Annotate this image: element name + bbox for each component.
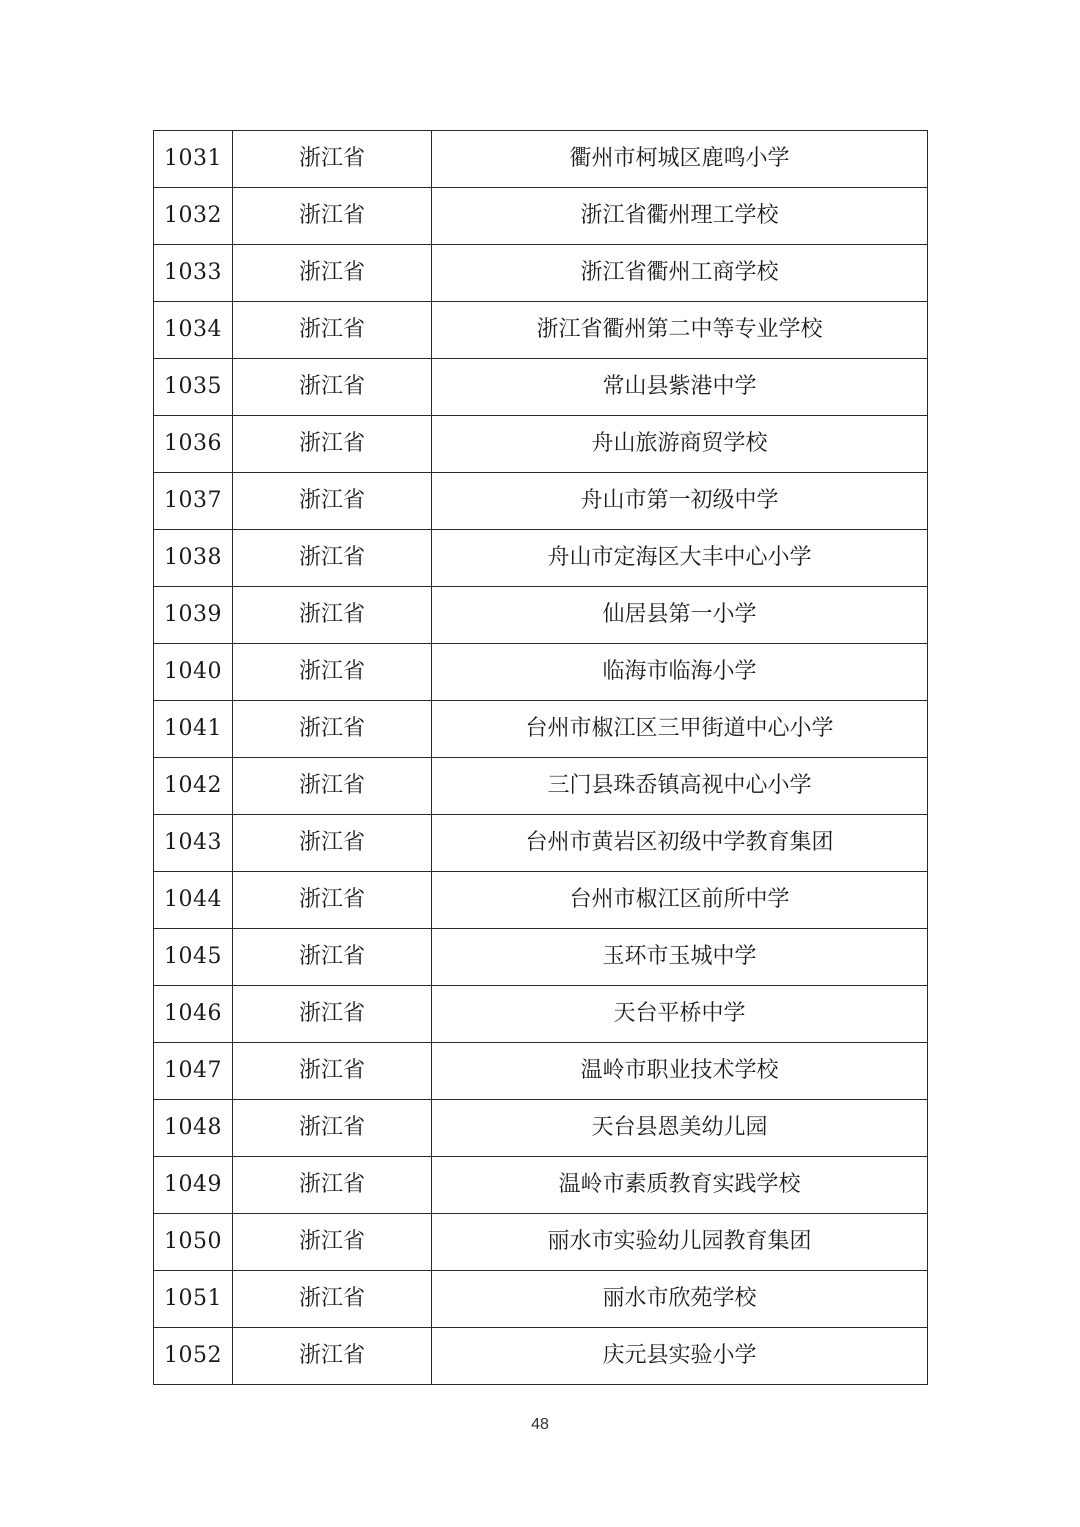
school-name-cell: 三门县珠岙镇高视中心小学 xyxy=(432,758,928,815)
table-body xyxy=(154,131,928,1385)
province-cell: 浙江省 xyxy=(233,986,432,1043)
row-number-cell: 1049 xyxy=(154,1157,233,1214)
table-row xyxy=(154,530,928,587)
province-cell: 浙江省 xyxy=(233,473,432,530)
table-row xyxy=(154,929,928,986)
school-name-cell: 玉环市玉城中学 xyxy=(432,929,928,986)
row-number-cell: 1033 xyxy=(154,245,233,302)
school-name-cell: 温岭市素质教育实践学校 xyxy=(432,1157,928,1214)
school-name-cell: 温岭市职业技术学校 xyxy=(432,1043,928,1100)
school-name-cell: 舟山市定海区大丰中心小学 xyxy=(432,530,928,587)
row-number-cell: 1038 xyxy=(154,530,233,587)
school-name-cell: 丽水市实验幼儿园教育集团 xyxy=(432,1214,928,1271)
row-number-cell: 1041 xyxy=(154,701,233,758)
table-row xyxy=(154,131,928,188)
province-cell: 浙江省 xyxy=(233,1214,432,1271)
school-name-cell: 天台平桥中学 xyxy=(432,986,928,1043)
province-cell: 浙江省 xyxy=(233,815,432,872)
row-number-cell: 1045 xyxy=(154,929,233,986)
table-row xyxy=(154,245,928,302)
row-number-cell: 1042 xyxy=(154,758,233,815)
province-cell: 浙江省 xyxy=(233,1157,432,1214)
province-cell: 浙江省 xyxy=(233,416,432,473)
row-number-cell: 1040 xyxy=(154,644,233,701)
row-number-cell: 1036 xyxy=(154,416,233,473)
row-number-cell: 1051 xyxy=(154,1271,233,1328)
row-number-cell: 1031 xyxy=(154,131,233,188)
table-row xyxy=(154,416,928,473)
table-row xyxy=(154,1214,928,1271)
row-number-cell: 1044 xyxy=(154,872,233,929)
province-cell: 浙江省 xyxy=(233,758,432,815)
province-cell: 浙江省 xyxy=(233,1271,432,1328)
school-name-cell: 浙江省衢州工商学校 xyxy=(432,245,928,302)
school-name-cell: 天台县恩美幼儿园 xyxy=(432,1100,928,1157)
table-row xyxy=(154,473,928,530)
row-number-cell: 1050 xyxy=(154,1214,233,1271)
table-row xyxy=(154,644,928,701)
table-row xyxy=(154,701,928,758)
province-cell: 浙江省 xyxy=(233,245,432,302)
row-number-cell: 1032 xyxy=(154,188,233,245)
province-cell: 浙江省 xyxy=(233,530,432,587)
province-cell: 浙江省 xyxy=(233,302,432,359)
table-row xyxy=(154,986,928,1043)
school-name-cell: 庆元县实验小学 xyxy=(432,1328,928,1385)
table-row xyxy=(154,1157,928,1214)
school-name-cell: 舟山旅游商贸学校 xyxy=(432,416,928,473)
table-row xyxy=(154,302,928,359)
school-name-cell: 台州市椒江区三甲街道中心小学 xyxy=(432,701,928,758)
row-number-cell: 1046 xyxy=(154,986,233,1043)
table-row xyxy=(154,815,928,872)
school-name-cell: 浙江省衢州理工学校 xyxy=(432,188,928,245)
province-cell: 浙江省 xyxy=(233,1100,432,1157)
table-row xyxy=(154,1328,928,1385)
row-number-cell: 1037 xyxy=(154,473,233,530)
table-row xyxy=(154,359,928,416)
table-row xyxy=(154,188,928,245)
school-name-cell: 舟山市第一初级中学 xyxy=(432,473,928,530)
table-row xyxy=(154,758,928,815)
province-cell: 浙江省 xyxy=(233,587,432,644)
province-cell: 浙江省 xyxy=(233,1328,432,1385)
school-name-cell: 常山县紫港中学 xyxy=(432,359,928,416)
school-name-cell: 台州市椒江区前所中学 xyxy=(432,872,928,929)
province-cell: 浙江省 xyxy=(233,188,432,245)
table-row xyxy=(154,1271,928,1328)
province-cell: 浙江省 xyxy=(233,131,432,188)
school-name-cell: 丽水市欣苑学校 xyxy=(432,1271,928,1328)
school-name-cell: 台州市黄岩区初级中学教育集团 xyxy=(432,815,928,872)
table-row xyxy=(154,587,928,644)
row-number-cell: 1052 xyxy=(154,1328,233,1385)
row-number-cell: 1035 xyxy=(154,359,233,416)
province-cell: 浙江省 xyxy=(233,929,432,986)
province-cell: 浙江省 xyxy=(233,1043,432,1100)
table-row xyxy=(154,872,928,929)
school-name-cell: 仙居县第一小学 xyxy=(432,587,928,644)
row-number-cell: 1039 xyxy=(154,587,233,644)
school-name-cell: 临海市临海小学 xyxy=(432,644,928,701)
row-number-cell: 1034 xyxy=(154,302,233,359)
row-number-cell: 1047 xyxy=(154,1043,233,1100)
province-cell: 浙江省 xyxy=(233,644,432,701)
row-number-cell: 1048 xyxy=(154,1100,233,1157)
school-name-cell: 衢州市柯城区鹿鸣小学 xyxy=(432,131,928,188)
province-cell: 浙江省 xyxy=(233,359,432,416)
province-cell: 浙江省 xyxy=(233,701,432,758)
school-name-cell: 浙江省衢州第二中等专业学校 xyxy=(432,302,928,359)
page-number: 48 xyxy=(531,1416,549,1433)
school-list-table xyxy=(153,130,928,1385)
row-number-cell: 1043 xyxy=(154,815,233,872)
table-row xyxy=(154,1043,928,1100)
table-row xyxy=(154,1100,928,1157)
province-cell: 浙江省 xyxy=(233,872,432,929)
